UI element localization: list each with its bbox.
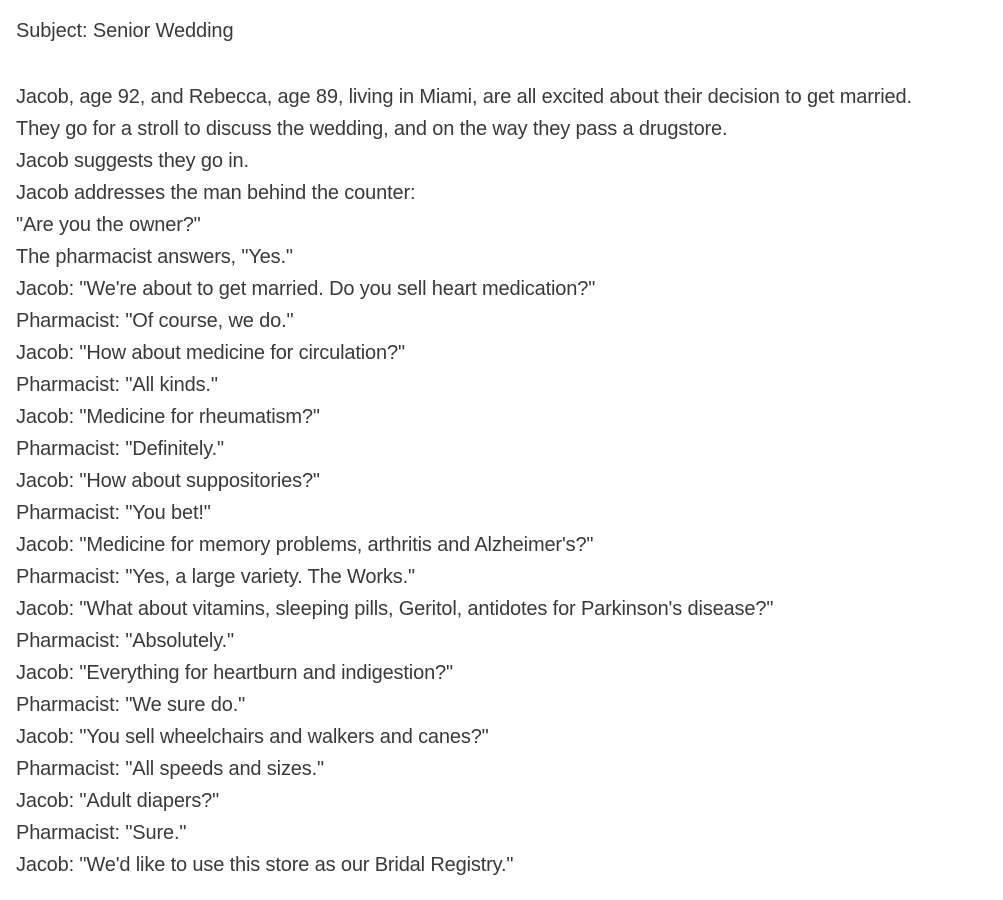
body-line: Jacob: "Medicine for rheumatism?" [16,406,320,428]
email-body [16,81,995,881]
body-line: They go for a stroll to discuss the wedding, and on the way they pass a drugstore. [16,118,728,140]
body-line: Jacob, age 92, and Rebecca, age 89, living in Miami, are all excited about their decision to get married. [16,86,912,108]
body-line: Pharmacist: "Sure." [16,822,187,844]
body-line: Jacob: "We'd like to use this store as our Bridal Registry." [16,854,514,876]
body-line: Jacob: "How about medicine for circulation?" [16,342,405,364]
body-line: Jacob: "We're about to get married. Do you sell heart medication?" [16,278,596,300]
body-line: The pharmacist answers, "Yes." [16,246,293,268]
body-line: Jacob: "Adult diapers?" [16,790,220,812]
body-line: Pharmacist: "All speeds and sizes." [16,758,324,780]
body-line: Pharmacist: "Yes, a large variety. The Works." [16,566,415,588]
body-line: Jacob suggests they go in. [16,150,249,172]
body-line: Jacob: "What about vitamins, sleeping pills, Geritol, antidotes for Parkinson's disease?" [16,598,774,620]
body-line: Jacob addresses the man behind the counter: [16,182,416,204]
body-line: Pharmacist: "All kinds." [16,374,218,396]
body-line: Pharmacist: "Absolutely." [16,630,234,652]
body-line: Jacob: "You sell wheelchairs and walkers and canes?" [16,726,489,748]
body-line: Pharmacist: "Of course, we do." [16,310,294,332]
body-line: "Are you the owner?" [16,214,201,236]
body-line: Jacob: "Everything for heartburn and indigestion?" [16,662,453,684]
body-line: Pharmacist: "You bet!" [16,502,211,524]
body-line: Pharmacist: "Definitely." [16,438,224,460]
body-line: Jacob: "How about suppositories?" [16,470,320,492]
email-subject: Subject: Senior Wedding [16,20,234,42]
body-line: Jacob: "Medicine for memory problems, arthritis and Alzheimer's?" [16,534,594,556]
body-line: Pharmacist: "We sure do." [16,694,246,716]
